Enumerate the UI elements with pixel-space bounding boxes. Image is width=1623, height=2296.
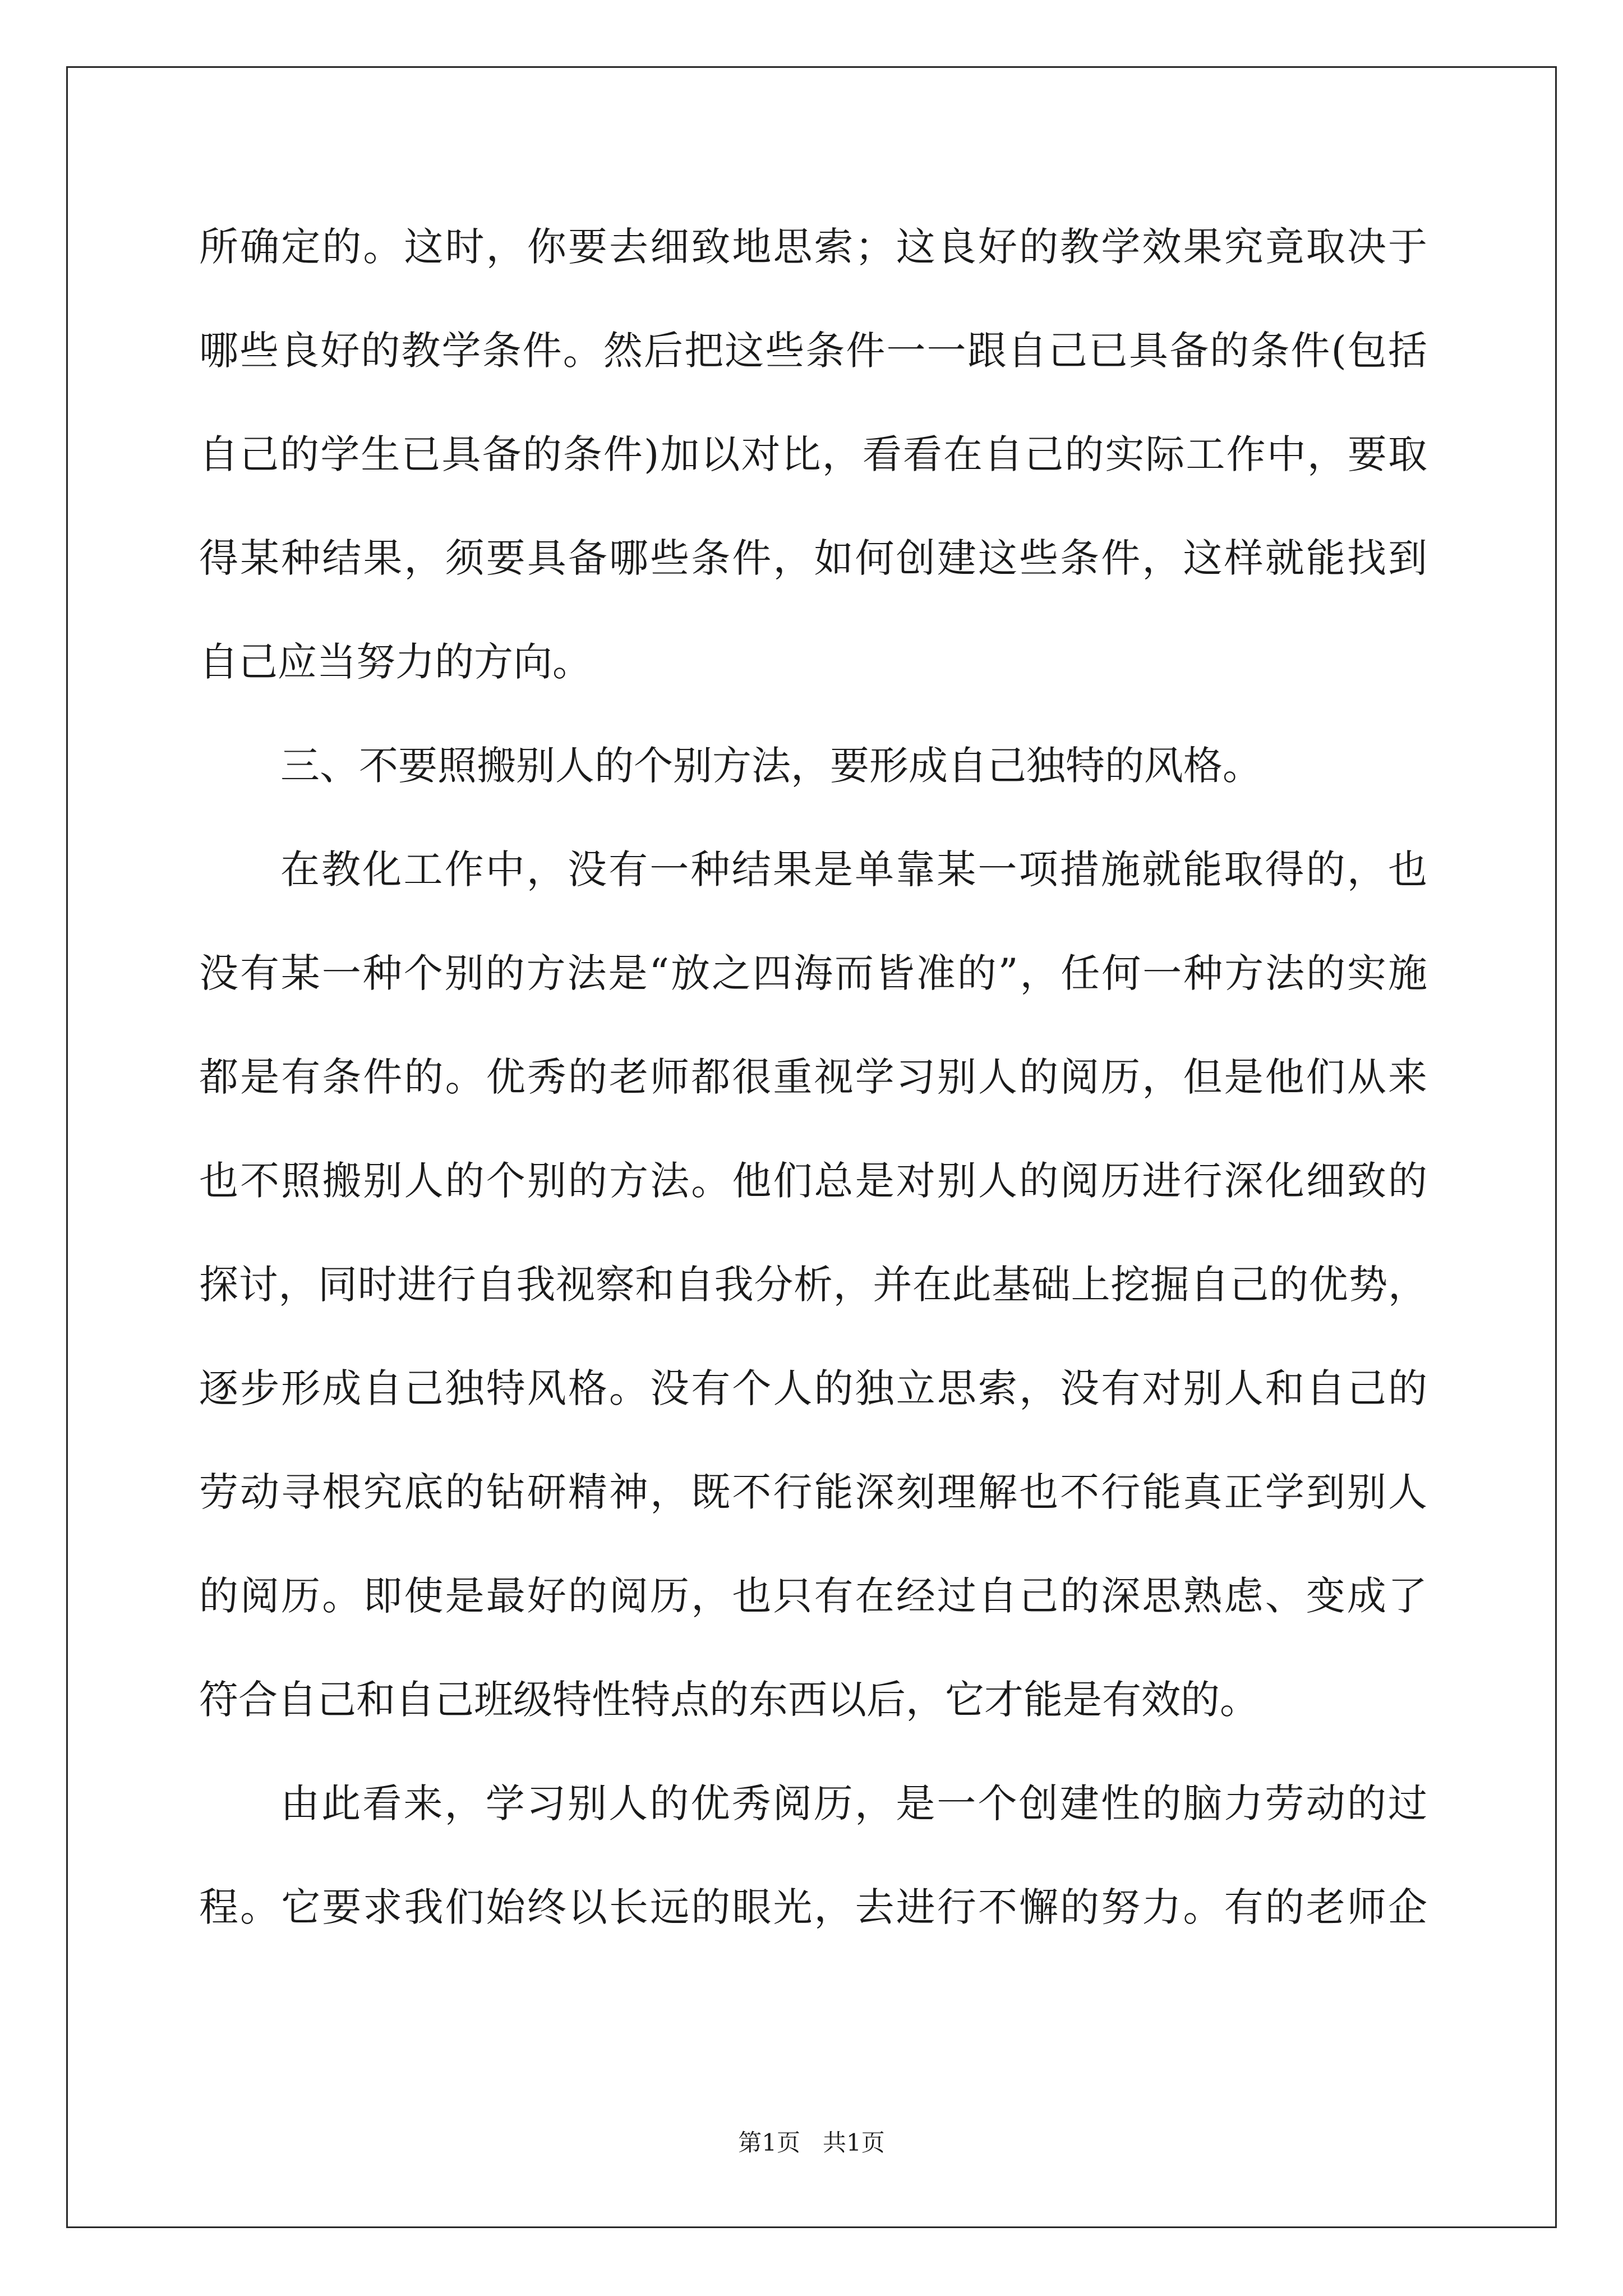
page-footer [0,2126,1623,2160]
text-line: 自己的学生已具备的条件)加以对比，看看在自己的实际工作中，要取 [199,431,1427,477]
text-line: 自己应当努力的方向。 [199,639,592,685]
text-line: 由此看来，学习别人的优秀阅历，是一个创建性的脑力劳动的过 [280,1780,1427,1826]
text-line: 程。它要求我们始终以长远的眼光，去进行不懈的努力。有的老师企 [199,1884,1427,1930]
page-total: 共1页 [823,2129,885,2156]
text-line: 也不照搬别人的个别的方法。他们总是对别人的阅历进行深化细致的 [199,1158,1427,1204]
page-number: 第1页 [738,2129,800,2156]
text-line: 符合自己和自己班级特性特点的东西以后，它才能是有效的。 [199,1677,1259,1723]
text-line: 在教化工作中，没有一种结果是单靠某一项措施就能取得的，也 [280,846,1427,892]
text-line: 所确定的。这时，你要去细致地思索；这良好的教学效果究竟取决于 [199,224,1427,270]
text-line: 劳动寻根究底的钻研精神，既不行能深刻理解也不行能真正学到别人 [199,1469,1427,1515]
text-line: 探讨，同时进行自我视察和自我分析，并在此基础上挖掘自己的优势， [199,1262,1427,1308]
text-line: 没有某一种个别的方法是“放之四海而皆准的”，任何一种方法的实施 [199,950,1427,996]
text-line: 哪些良好的教学条件。然后把这些条件一一跟自己已具备的条件(包括 [199,328,1427,374]
text-line: 得某种结果，须要具备哪些条件，如何创建这些条件，这样就能找到 [199,535,1427,581]
text-line: 逐步形成自己独特风格。没有个人的独立思索，没有对别人和自己的 [199,1365,1427,1411]
text-line: 都是有条件的。优秀的老师都很重视学习别人的阅历，但是他们从来 [199,1054,1427,1100]
section-heading: 三、不要照搬别人的个别方法，要形成自己独特的风格。 [280,743,1262,789]
text-line: 的阅历。即使是最好的阅历，也只有在经过自己的深思熟虑、变成了 [199,1573,1427,1619]
